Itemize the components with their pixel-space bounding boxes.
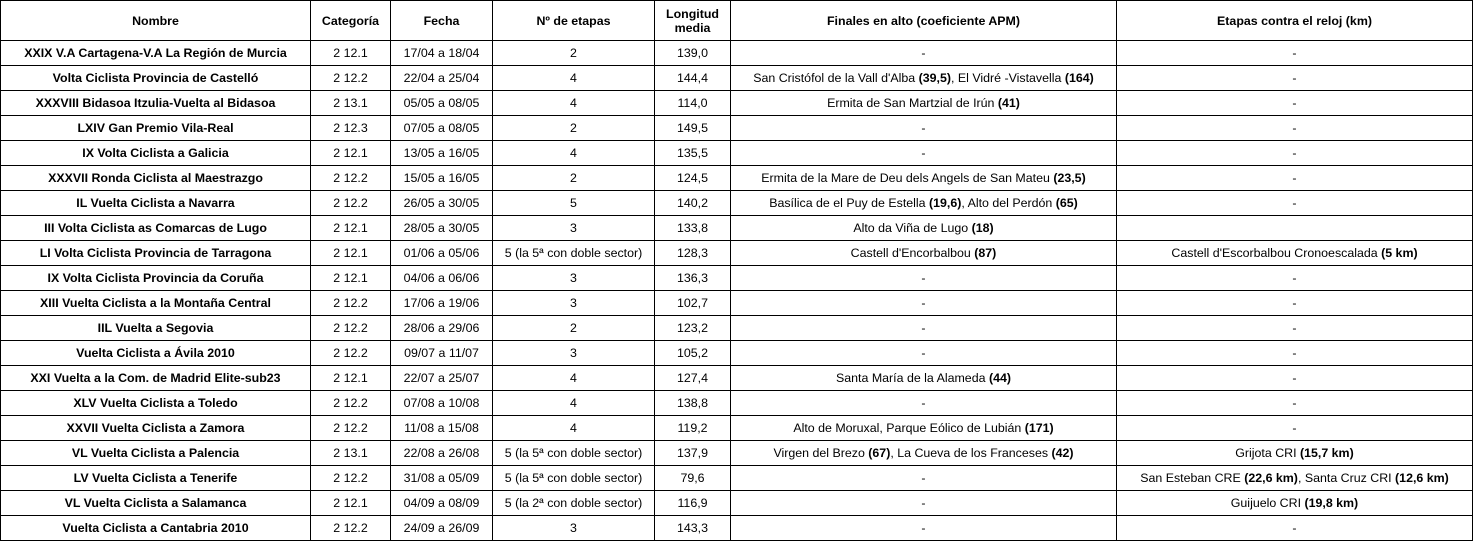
cell-categoria: 2 12.1 [311,216,391,241]
cell-crono [1117,416,1473,441]
cell-nombre: XXXVIII Bidasoa Itzulia-Vuelta al Bidasoa [1,91,311,116]
cell-crono [1117,66,1473,91]
cell-fecha: 15/05 a 16/05 [391,166,493,191]
text-segment: Virgen del Brezo [773,446,869,460]
table-row [1,166,1473,191]
header-categoria: Categoría [311,1,391,41]
cell-categoria: 2 12.2 [311,416,391,441]
cell-longitud: 137,9 [655,441,731,466]
cell-fecha: 22/07 a 25/07 [391,366,493,391]
table-row [1,266,1473,291]
cell-longitud: 143,3 [655,516,731,541]
cell-nombre: LV Vuelta Ciclista a Tenerife [1,466,311,491]
cell-fecha: 22/04 a 25/04 [391,66,493,91]
text-segment: , Santa Cruz CRI [1297,471,1396,485]
text-segment: - [921,321,926,335]
cell-longitud: 114,0 [655,91,731,116]
text-segment: Guijuelo CRI [1230,496,1305,510]
text-segment: - [921,271,926,285]
text-segment: - [1292,146,1297,160]
text-segment: Santa María de la Alameda [836,371,989,385]
table-row [1,91,1473,116]
cell-nombre: XLV Vuelta Ciclista a Toledo [1,391,311,416]
cell-nombre: IX Volta Ciclista Provincia da Coruña [1,266,311,291]
cell-categoria: 2 12.1 [311,41,391,66]
cell-etapas: 3 [493,291,655,316]
cell-fecha: 28/05 a 30/05 [391,216,493,241]
text-segment: - [921,471,926,485]
text-segment: - [1292,46,1297,60]
cell-categoria: 2 12.2 [311,466,391,491]
cell-categoria: 2 12.1 [311,241,391,266]
cell-categoria: 2 13.1 [311,91,391,116]
header-nombre: Nombre [1,1,311,41]
cell-crono [1117,141,1473,166]
cell-nombre: Vuelta Ciclista a Cantabria 2010 [1,516,311,541]
cell-longitud: 139,0 [655,41,731,66]
value-bold: (87) [974,246,997,260]
cell-fecha: 07/05 a 08/05 [391,116,493,141]
cell-etapas: 4 [493,416,655,441]
cell-crono [1117,191,1473,216]
text-segment: San Cristófol de la Vall d'Alba [753,71,919,85]
table-row [1,491,1473,516]
cell-longitud: 119,2 [655,416,731,441]
cell-fecha: 31/08 a 05/09 [391,466,493,491]
cell-longitud: 102,7 [655,291,731,316]
cell-crono [1117,391,1473,416]
cell-longitud: 124,5 [655,166,731,191]
cell-etapas: 4 [493,66,655,91]
cell-longitud: 128,3 [655,241,731,266]
header-fecha: Fecha [391,1,493,41]
cell-etapas: 5 (la 2ª con doble sector) [493,491,655,516]
cell-etapas: 5 (la 5ª con doble sector) [493,466,655,491]
table-row [1,241,1473,266]
value-bold: (5 km) [1381,246,1418,260]
cell-fecha: 24/09 a 26/09 [391,516,493,541]
cell-finales [731,441,1117,466]
text-segment: , Alto del Perdón [961,196,1056,210]
cell-categoria: 2 12.2 [311,341,391,366]
text-segment: Grijota CRI [1235,446,1300,460]
cell-nombre: LI Volta Ciclista Provincia de Tarragona [1,241,311,266]
cell-longitud: 140,2 [655,191,731,216]
cell-etapas: 5 (la 5ª con doble sector) [493,241,655,266]
header-finales: Finales en alto (coeficiente APM) [731,1,1117,41]
cell-finales [731,416,1117,441]
cell-longitud: 123,2 [655,316,731,341]
cell-fecha: 04/06 a 06/06 [391,266,493,291]
cell-finales [731,266,1117,291]
value-bold: (42) [1051,446,1074,460]
value-bold: (15,7 km) [1299,446,1354,460]
cell-fecha: 22/08 a 26/08 [391,441,493,466]
cell-finales [731,41,1117,66]
cell-categoria: 2 12.2 [311,391,391,416]
table-row [1,316,1473,341]
cell-etapas: 4 [493,141,655,166]
cell-nombre: XXVII Vuelta Ciclista a Zamora [1,416,311,441]
cell-nombre: III Volta Ciclista as Comarcas de Lugo [1,216,311,241]
cell-fecha: 05/05 a 08/05 [391,91,493,116]
text-segment: - [921,396,926,410]
cell-etapas: 5 [493,191,655,216]
cell-finales [731,66,1117,91]
cell-nombre: VL Vuelta Ciclista a Salamanca [1,491,311,516]
cell-categoria: 2 12.2 [311,66,391,91]
table-body [1,41,1473,541]
cell-etapas: 4 [493,91,655,116]
cell-etapas: 4 [493,366,655,391]
cell-finales [731,391,1117,416]
cell-crono [1117,116,1473,141]
cell-finales [731,466,1117,491]
text-segment: - [1292,521,1297,535]
value-bold: (18) [971,221,994,235]
cell-finales [731,91,1117,116]
text-segment: Castell d'Escorbalbou Cronoescalada [1171,246,1382,260]
cell-etapas: 5 (la 5ª con doble sector) [493,441,655,466]
cell-longitud: 144,4 [655,66,731,91]
cell-categoria: 2 12.3 [311,116,391,141]
table-row [1,341,1473,366]
cell-fecha: 13/05 a 16/05 [391,141,493,166]
text-segment: - [1292,196,1297,210]
table-row [1,391,1473,416]
text-segment: - [921,46,926,60]
text-segment: - [1292,396,1297,410]
cell-finales [731,516,1117,541]
cell-categoria: 2 12.1 [311,366,391,391]
cell-crono [1117,291,1473,316]
table-row [1,141,1473,166]
value-bold: (12,6 km) [1395,471,1449,485]
value-bold: (67) [868,446,891,460]
value-bold: (19,6) [929,196,962,210]
text-segment: Ermita de la Mare de Deu dels Angels de San Mateu [761,171,1054,185]
cell-fecha: 17/04 a 18/04 [391,41,493,66]
cell-longitud: 138,8 [655,391,731,416]
cell-etapas: 4 [493,391,655,416]
cell-crono [1117,366,1473,391]
cell-finales [731,291,1117,316]
cell-crono [1117,266,1473,291]
cell-nombre: XXI Vuelta a la Com. de Madrid Elite-sub23 [1,366,311,391]
text-segment: Alto de Moruxal, Parque Eólico de Lubián [793,421,1025,435]
text-segment: - [1292,346,1297,360]
cell-nombre: XIII Vuelta Ciclista a la Montaña Central [1,291,311,316]
cell-crono [1117,41,1473,66]
cell-finales [731,366,1117,391]
cell-etapas: 2 [493,166,655,191]
cell-etapas: 2 [493,316,655,341]
table-row [1,366,1473,391]
value-bold: (23,5) [1053,171,1086,185]
text-segment: - [921,496,926,510]
cell-finales [731,141,1117,166]
text-segment: - [1292,271,1297,285]
table-row [1,291,1473,316]
text-segment: - [1292,96,1297,110]
cell-nombre: XXXVII Ronda Ciclista al Maestrazgo [1,166,311,191]
cell-fecha: 04/09 a 08/09 [391,491,493,516]
cell-finales [731,166,1117,191]
table-row [1,116,1473,141]
text-segment: Basílica de el Puy de Estella [769,196,929,210]
text-segment: - [1292,421,1297,435]
cell-crono [1117,241,1473,266]
cell-fecha: 09/07 a 11/07 [391,341,493,366]
cell-longitud: 133,8 [655,216,731,241]
cell-categoria: 2 12.1 [311,141,391,166]
cell-fecha: 28/06 a 29/06 [391,316,493,341]
cell-categoria: 2 12.2 [311,191,391,216]
text-segment: , El Vidré -Vistavella [950,71,1065,85]
table-row [1,441,1473,466]
cell-categoria: 2 12.2 [311,166,391,191]
cell-crono [1117,516,1473,541]
cell-crono [1117,91,1473,116]
text-segment: - [921,521,926,535]
cell-nombre: VL Vuelta Ciclista a Palencia [1,441,311,466]
text-segment: Castell d'Encorbalbou [850,246,975,260]
text-segment: - [1292,121,1297,135]
header-row [1,1,1473,41]
cell-crono [1117,216,1473,241]
cell-finales [731,341,1117,366]
cell-crono [1117,316,1473,341]
cell-nombre: IIL Vuelta a Segovia [1,316,311,341]
cell-longitud: 105,2 [655,341,731,366]
text-segment: , La Cueva de los Franceses [890,446,1052,460]
cell-finales [731,316,1117,341]
value-bold: (39,5) [918,71,951,85]
cell-nombre: LXIV Gan Premio Vila-Real [1,116,311,141]
cell-nombre: Vuelta Ciclista a Ávila 2010 [1,341,311,366]
table-row [1,216,1473,241]
text-segment: Ermita de San Martzial de Irún [827,96,998,110]
cell-crono [1117,466,1473,491]
cell-finales [731,191,1117,216]
value-bold: (65) [1055,196,1078,210]
text-segment: - [1292,71,1297,85]
text-segment: Alto da Viña de Lugo [853,221,972,235]
cell-longitud: 136,3 [655,266,731,291]
header-longitud: Longitud media [655,1,731,41]
cell-finales [731,216,1117,241]
cell-etapas: 2 [493,41,655,66]
table-row [1,41,1473,66]
cell-nombre: Volta Ciclista Provincia de Castelló [1,66,311,91]
text-segment: San Esteban CRE [1140,471,1245,485]
cell-fecha: 11/08 a 15/08 [391,416,493,441]
cell-finales [731,116,1117,141]
cell-longitud: 149,5 [655,116,731,141]
cell-categoria: 2 12.2 [311,516,391,541]
text-segment: - [1292,296,1297,310]
table-row [1,466,1473,491]
cell-fecha: 26/05 a 30/05 [391,191,493,216]
cell-etapas: 3 [493,266,655,291]
cell-finales [731,241,1117,266]
cell-categoria: 2 12.2 [311,291,391,316]
cell-longitud: 135,5 [655,141,731,166]
cell-longitud: 116,9 [655,491,731,516]
cell-finales [731,491,1117,516]
cell-crono [1117,341,1473,366]
cell-fecha: 01/06 a 05/06 [391,241,493,266]
cell-crono [1117,441,1473,466]
value-bold: (22,6 km) [1244,471,1298,485]
cell-longitud: 79,6 [655,466,731,491]
cell-categoria: 2 13.1 [311,441,391,466]
text-segment: - [921,296,926,310]
cell-nombre: IL Vuelta Ciclista a Navarra [1,191,311,216]
cell-fecha: 07/08 a 10/08 [391,391,493,416]
cell-categoria: 2 12.2 [311,316,391,341]
text-segment: - [1292,371,1297,385]
value-bold: (44) [988,371,1011,385]
cell-fecha: 17/06 a 19/06 [391,291,493,316]
text-segment: - [921,146,926,160]
value-bold: (19,8 km) [1304,496,1359,510]
cell-categoria: 2 12.1 [311,266,391,291]
cell-etapas: 3 [493,516,655,541]
cell-etapas: 3 [493,341,655,366]
header-etapas: Nº de etapas [493,1,655,41]
value-bold: (171) [1024,421,1054,435]
cell-longitud: 127,4 [655,366,731,391]
table-row [1,516,1473,541]
text-segment: - [1292,321,1297,335]
table-row [1,191,1473,216]
table-row [1,416,1473,441]
text-segment: - [921,346,926,360]
text-segment: - [1292,171,1297,185]
cell-categoria: 2 12.1 [311,491,391,516]
table-row [1,66,1473,91]
cell-nombre: XXIX V.A Cartagena-V.A La Región de Murcia [1,41,311,66]
value-bold: (164) [1064,71,1094,85]
cell-nombre: IX Volta Ciclista a Galicia [1,141,311,166]
value-bold: (41) [997,96,1020,110]
cell-etapas: 2 [493,116,655,141]
cell-crono [1117,491,1473,516]
cell-crono [1117,166,1473,191]
header-crono: Etapas contra el reloj (km) [1117,1,1473,41]
cell-etapas: 3 [493,216,655,241]
text-segment: - [921,121,926,135]
